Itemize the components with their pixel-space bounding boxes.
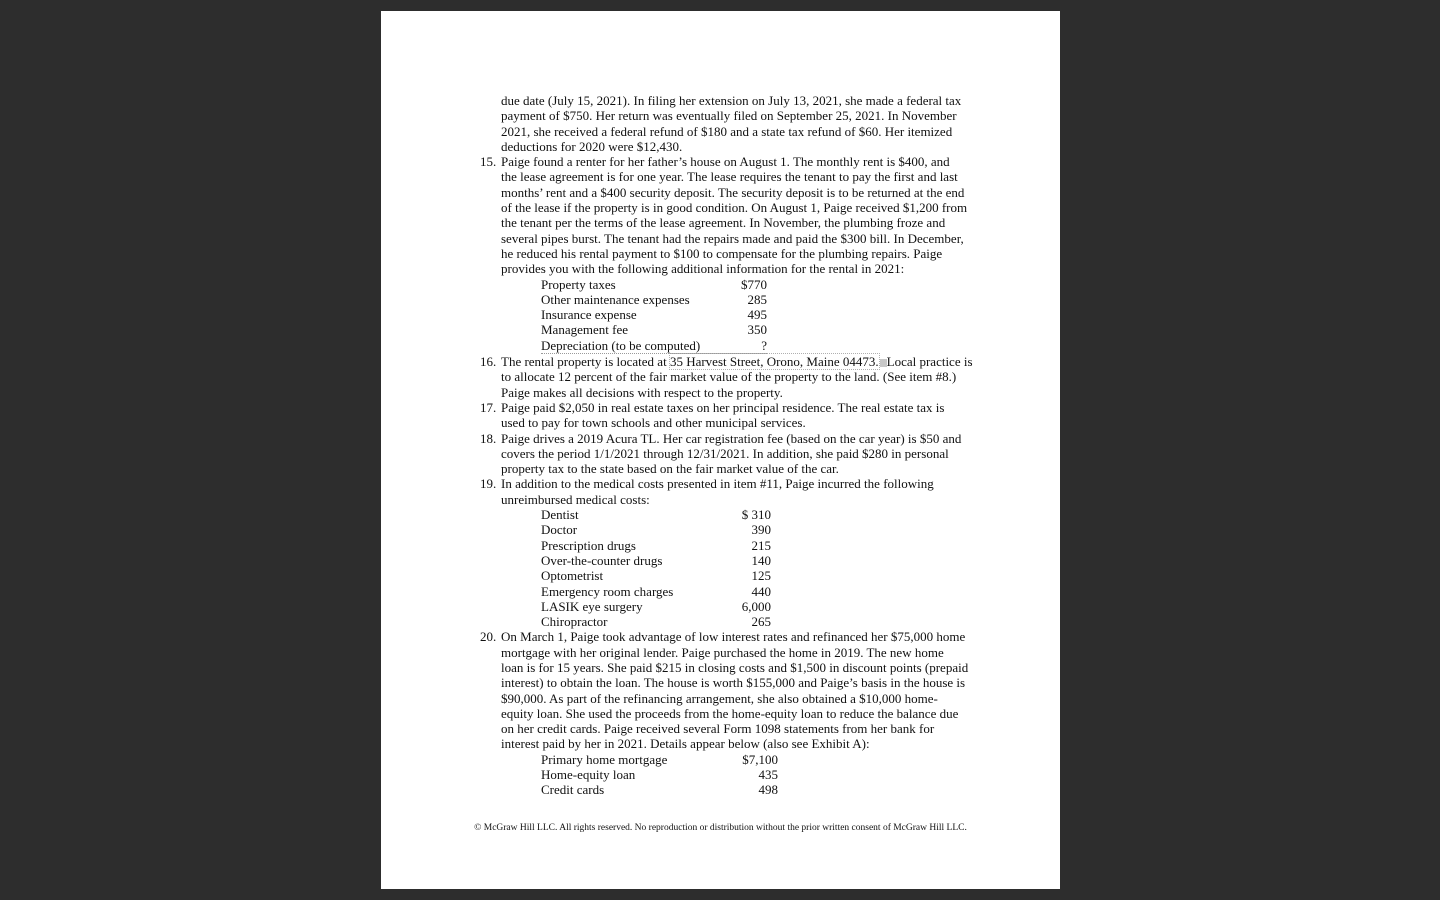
text-line: deductions for 2020 were $12,430.: [501, 138, 683, 154]
row-label: Prescription drugs: [541, 537, 636, 553]
text-line: $90,000. As part of the refinancing arrangement, she also obtained a $10,000 home-: [501, 690, 938, 706]
row-label: Depreciation (to be computed): [541, 337, 701, 353]
text-line: due date (July 15, 2021). In filing her extension on July 13, 2021, she made a federal tax: [501, 93, 962, 108]
row-label: Other maintenance expenses: [541, 291, 690, 307]
table-row: [541, 292, 991, 307]
text-line: used to pay for town schools and other municipal services.: [501, 415, 806, 431]
item-19: [480, 476, 991, 507]
text-line: to allocate 12 percent of the fair market value of the property to the land. (See item #8.): [501, 369, 957, 385]
text-line: Paige makes all decisions with respect to the property.: [501, 384, 783, 400]
item-20: [480, 629, 991, 752]
table-row: [541, 782, 991, 797]
row-value: 350: [747, 322, 767, 338]
item-17: [480, 399, 991, 431]
row-label: Optometrist: [541, 568, 604, 584]
text-segment: The rental property is located at: [501, 354, 670, 370]
text-line: Paige drives a 2019 Acura TL. Her car registration fee (based on the car year) is $50 and: [501, 430, 962, 446]
row-label: Insurance expense: [541, 307, 637, 323]
item-number: 19.: [480, 476, 497, 492]
row-value: 265: [751, 614, 771, 630]
text-line: months’ rent and a $400 security deposit. The security deposit is to be returned at the end: [501, 184, 965, 200]
intro-paragraph: [501, 93, 991, 154]
table-row: [541, 568, 991, 583]
interest-paid-table: [541, 752, 991, 798]
row-value: 140: [751, 552, 771, 568]
table-row: [541, 522, 991, 537]
table-row: [541, 507, 991, 522]
table-row: [541, 277, 991, 292]
text-line: loan is for 15 years. She paid $215 in closing costs and $1,500 in discount points (prepaid: [501, 659, 969, 675]
text-line: of the lease if the property is in good condition. On August 1, Paige received $1,200 from: [501, 200, 968, 216]
table-row: [541, 584, 991, 599]
text-line: he reduced his rental payment to $100 to compensate for the plumbing repairs. Paige: [501, 245, 943, 261]
text-line: equity loan. She used the proceeds from the home-equity loan to reduce the balance due: [501, 705, 959, 721]
table-row: [541, 553, 991, 568]
row-label: Emergency room charges: [541, 583, 674, 599]
table-row: [541, 322, 991, 337]
row-value: $770: [741, 276, 767, 292]
item-15: [480, 154, 991, 277]
row-label: Primary home mortgage: [541, 751, 668, 767]
text-line: Paige found a renter for her father’s house on August 1. The monthly rent is $400, and: [501, 154, 950, 170]
rental-expense-table: [541, 277, 991, 354]
row-label: Doctor: [541, 522, 578, 538]
row-label: LASIK eye surgery: [541, 598, 643, 614]
text-line: Paige paid $2,050 in real estate taxes on her principal residence. The real estate tax is: [501, 399, 945, 415]
text-line: unreimbursed medical costs:: [501, 491, 650, 507]
text-segment: Local practice is: [886, 354, 973, 370]
text-line: on her credit cards. Paige received several Form 1098 statements from her bank for: [501, 721, 935, 737]
text-line: the tenant per the terms of the lease agreement. In November, the plumbing froze and: [501, 215, 946, 231]
row-value: 285: [747, 291, 767, 307]
item-16: [480, 354, 991, 400]
table-row: [541, 599, 991, 614]
document-page: [381, 11, 1060, 889]
item-number: 20.: [480, 629, 497, 645]
item-18: [480, 430, 991, 477]
item-number: 17.: [480, 399, 497, 415]
table-row: [541, 614, 991, 629]
row-label: Chiropractor: [541, 614, 608, 630]
item-number: 15.: [480, 154, 497, 170]
row-value: 125: [751, 568, 771, 584]
row-value: 440: [751, 583, 771, 599]
row-label: Over-the-counter drugs: [541, 552, 663, 568]
text-line: payment of $750. Her return was eventually filed on September 25, 2021. In November: [501, 108, 957, 124]
item-number: 16.: [480, 354, 497, 370]
row-value: 215: [751, 537, 771, 553]
row-value: 498: [758, 782, 778, 798]
text-line: mortgage with her original lender. Paige purchased the home in 2019. The new home: [501, 644, 944, 660]
medical-cost-table: [541, 507, 991, 629]
table-row: [541, 538, 991, 553]
row-value: 495: [747, 307, 767, 323]
table-row: [541, 307, 991, 322]
row-value: 435: [758, 767, 778, 783]
row-value: $7,100: [742, 751, 778, 767]
page-content: [480, 93, 991, 798]
item-number: 18.: [480, 430, 497, 446]
text-cursor-icon: [880, 359, 887, 367]
text-line: 2021, she received a federal refund of $180 and a state tax refund of $60. Her itemized: [501, 123, 953, 139]
address-field[interactable]: 35 Harvest Street, Orono, Maine 04473.: [669, 354, 879, 370]
row-label: Management fee: [541, 322, 628, 338]
table-row: [541, 752, 991, 767]
text-line: provides you with the following additional information for the rental in 2021:: [501, 261, 905, 277]
text-line: the lease agreement is for one year. The lease requires the tenant to pay the first and last: [501, 169, 958, 185]
text-line: property tax to the state based on the fair market value of the car.: [501, 461, 839, 477]
row-label: Home-equity loan: [541, 767, 636, 783]
table-row: [541, 338, 767, 354]
table-row: [541, 767, 991, 782]
text-line: In addition to the medical costs presented in item #11, Paige incurred the following: [501, 476, 934, 492]
text-line: interest) to obtain the loan. The house is worth $155,000 and Paige’s basis in the house is: [501, 675, 966, 691]
text-line: covers the period 1/1/2021 through 12/31/2021. In addition, she paid $280 in personal: [501, 445, 949, 461]
row-value: 390: [751, 522, 771, 538]
row-label: Dentist: [541, 507, 579, 523]
text-line: several pipes burst. The tenant had the repairs made and paid the $300 bill. In December,: [501, 230, 964, 246]
text-line: On March 1, Paige took advantage of low interest rates and refinanced her $75,000 home: [501, 629, 966, 645]
row-value: 6,000: [741, 598, 771, 614]
row-label: Property taxes: [541, 276, 616, 292]
text-line: [501, 354, 991, 369]
text-line: interest paid by her in 2021. Details appear below (also see Exhibit A):: [501, 736, 870, 752]
copyright-footer: © McGraw Hill LLC. All rights reserved. No reproduction or distribution without the prior written consent of McGraw Hill LLC.: [474, 823, 967, 833]
row-value: ?: [761, 337, 767, 353]
row-label: Credit cards: [541, 782, 605, 798]
row-value: $ 310: [741, 507, 771, 523]
